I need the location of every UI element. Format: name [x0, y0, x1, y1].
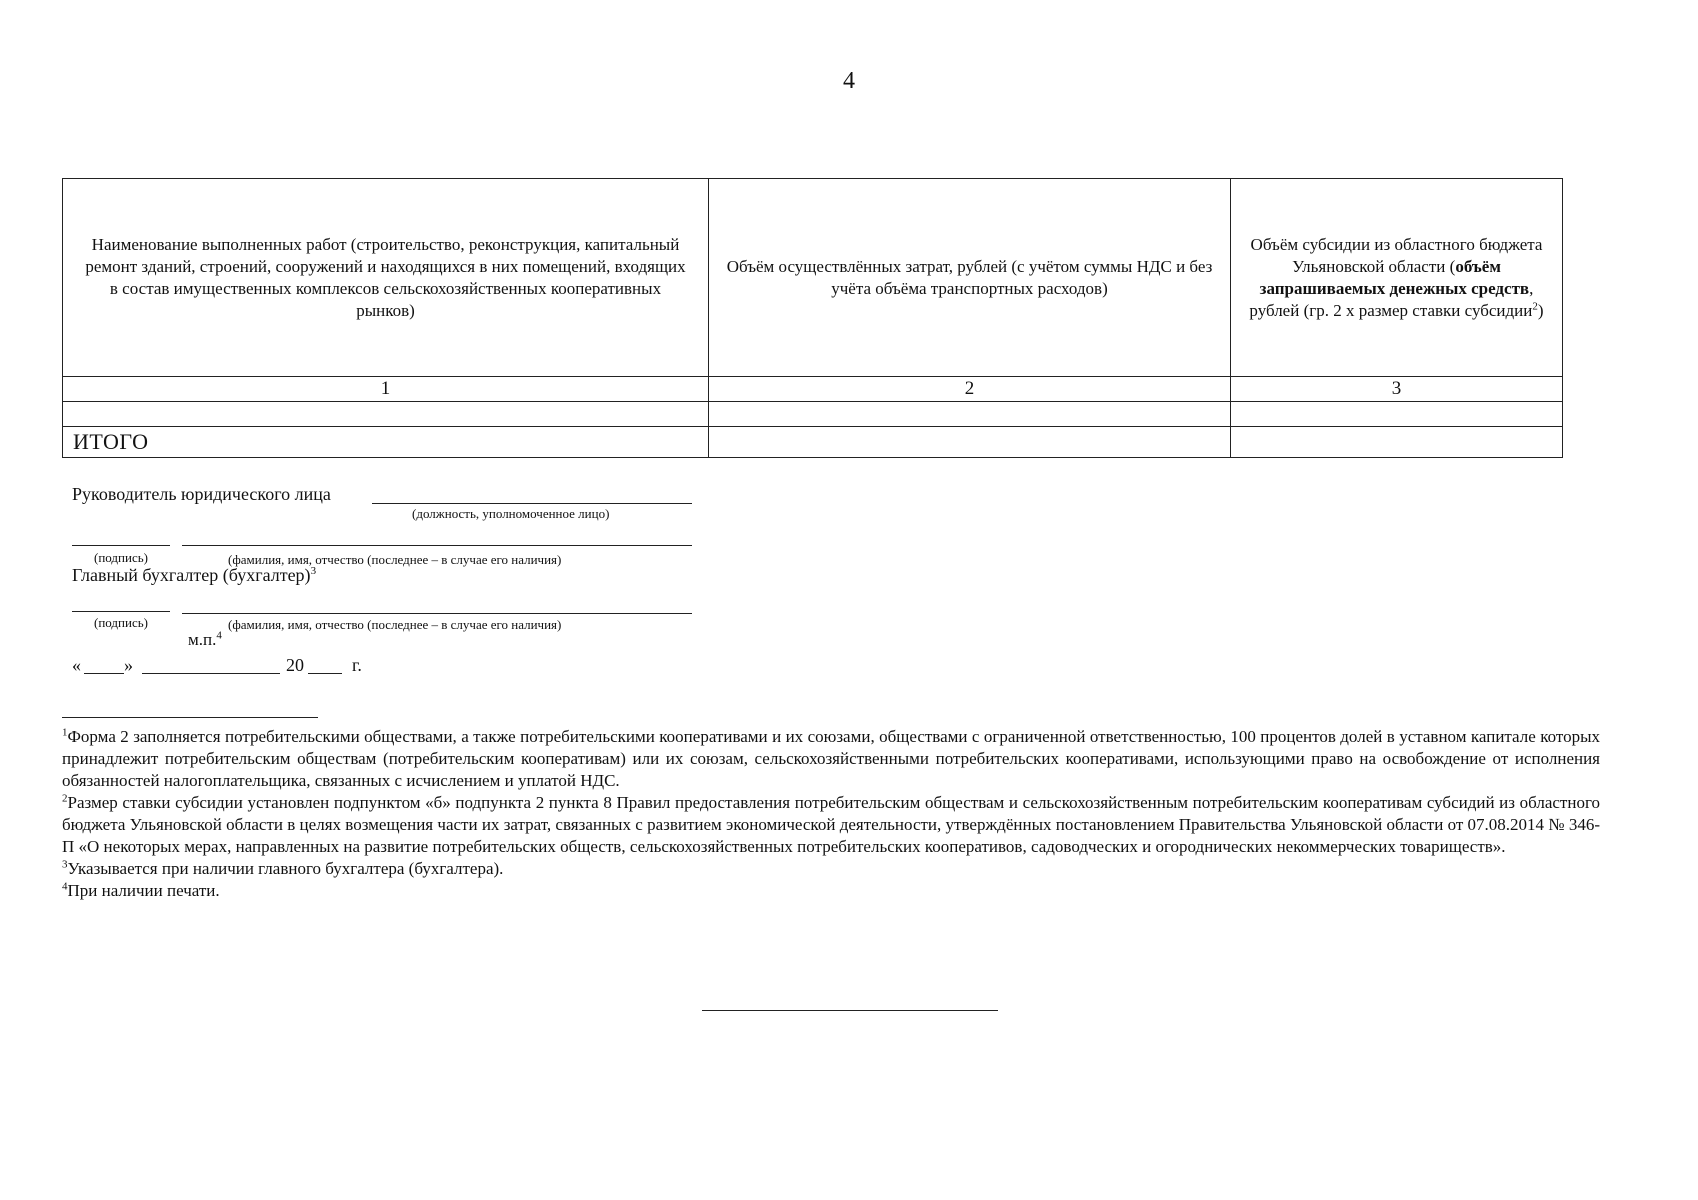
- head-signature-caption: (подпись): [94, 550, 148, 565]
- footnote-number: 4: [62, 880, 68, 893]
- footnote-number: 3: [62, 858, 68, 871]
- accountant-label: [72, 565, 316, 586]
- date-year-prefix: 20: [286, 655, 304, 675]
- document-end-line: [702, 1010, 998, 1011]
- column-number-2: 2: [709, 377, 1231, 402]
- footnote-text: Форма 2 заполняется потребительскими обществами, а также потребительскими кооперативами и их союзами, обществами с ограниченной ответственностью, 100 процентов долей в уставном капитале которых принадлежит потребительским обществам (потребительским кооперативам) или их союзам, сельскохозяйственными потребительских кооперативами, использующими право на освобождение от исполнения обязанностей налогоплательщика, связанных с исчислением и уплатой НДС.: [62, 727, 1600, 790]
- footnote-1: [62, 726, 1600, 792]
- column-number-1: 1: [63, 377, 709, 402]
- footnote-text: При наличии печати.: [67, 881, 220, 900]
- footnote-2: [62, 792, 1600, 858]
- date-open-quote: «: [72, 655, 81, 675]
- footnote-text: Указывается при наличии главного бухгалтера (бухгалтера).: [67, 859, 504, 878]
- total-subsidy-cell: [1231, 427, 1563, 458]
- accountant-signature-line: [72, 611, 170, 612]
- header-subsidy-text-b: , рублей (гр. 2 х размер ставки субсидии: [1249, 278, 1534, 320]
- table-header-row: [63, 179, 1563, 377]
- column-number-3: 3: [1231, 377, 1563, 402]
- total-row: [63, 427, 1563, 458]
- empty-cell: [1231, 402, 1563, 427]
- head-position-caption: (должность, уполномоченное лицо): [412, 506, 610, 521]
- accountant-name-caption: (фамилия, имя, отчество (последнее – в случае его наличия): [228, 617, 562, 632]
- header-subsidy: Объём субсидии из областного бюджета Ульяновской области (объём запрашиваемых денежных средств, рублей (гр. 2 х размер ставки субсидии$^2$): [1231, 179, 1563, 377]
- page-number: 4: [843, 68, 855, 94]
- accountant-signature-caption: (подпись): [94, 615, 148, 630]
- stamp-label: [188, 630, 222, 650]
- date-year-suffix: г.: [352, 655, 362, 675]
- header-subsidy-text-a: Объём субсидии из областного бюджета Ульяновской области: [1250, 234, 1543, 276]
- head-position-line: [372, 503, 692, 504]
- header-subsidy-text-c: ): [1537, 300, 1544, 320]
- footnote-separator: [62, 717, 318, 718]
- date-day-line: [84, 673, 124, 674]
- stamp-footnote-ref: 4: [216, 629, 222, 642]
- empty-cell: [63, 402, 709, 427]
- footnote-4: [62, 880, 1600, 902]
- head-label: Руководитель юридического лица: [72, 484, 331, 504]
- date-month-line: [142, 673, 280, 674]
- header-subsidy-footnote-ref: 2: [1532, 299, 1538, 312]
- accountant-footnote-ref: 3: [310, 565, 317, 577]
- footnote-number: 2: [62, 792, 68, 805]
- header-works-name: Наименование выполненных работ (строительство, реконструкция, капитальный ремонт зданий, строений, сооружений и находящихся в них помещений, входящих в состав имущественных комплексов сельскохозяйственных кооперативных рынков): [63, 179, 709, 377]
- footnotes: [62, 726, 1600, 902]
- stamp-label-text: м.п.: [188, 630, 217, 649]
- footnote-number: 1: [62, 726, 68, 739]
- accountant-label-text: Главный бухгалтер (бухгалтер): [72, 565, 311, 585]
- empty-cell: [709, 402, 1231, 427]
- head-signature-line: [72, 545, 170, 546]
- footnote-text: Размер ставки субсидии установлен подпунктом «б» подпункта 2 пункта 8 Правил предоставления потребительским обществам и сельскохозяйственным потребительским кооперативам субсидий из областного бюджета Ульяновской области в целях возмещения части их затрат, связанных с развитием экономической деятельности, утверждённых постановлением Правительства Ульяновской области от 07.08.2014 № 346-П «О некоторых мерах, направленных на развитие потребительских обществ, сельскохозяйственных потребительских кооперативов, садоводческих и огороднических некоммерческих товариществ».: [62, 793, 1600, 856]
- footnote-3: [62, 858, 1600, 880]
- column-number-row: [63, 377, 1563, 402]
- table-row: [63, 402, 1563, 427]
- subsidy-table: [62, 178, 1563, 458]
- head-name-line: [182, 545, 692, 546]
- header-subsidy-bold: объём запрашиваемых денежных средств: [1259, 256, 1530, 298]
- head-name-caption: (фамилия, имя, отчество (последнее – в случае его наличия): [228, 552, 562, 567]
- accountant-name-line: [182, 613, 692, 614]
- header-expenses: Объём осуществлённых затрат, рублей (с учётом суммы НДС и без учёта объёма транспортных расходов): [709, 179, 1231, 377]
- date-year-line: [308, 673, 342, 674]
- total-expenses-cell: [709, 427, 1231, 458]
- total-label: ИТОГО: [63, 427, 709, 458]
- date-close-quote: »: [124, 655, 133, 675]
